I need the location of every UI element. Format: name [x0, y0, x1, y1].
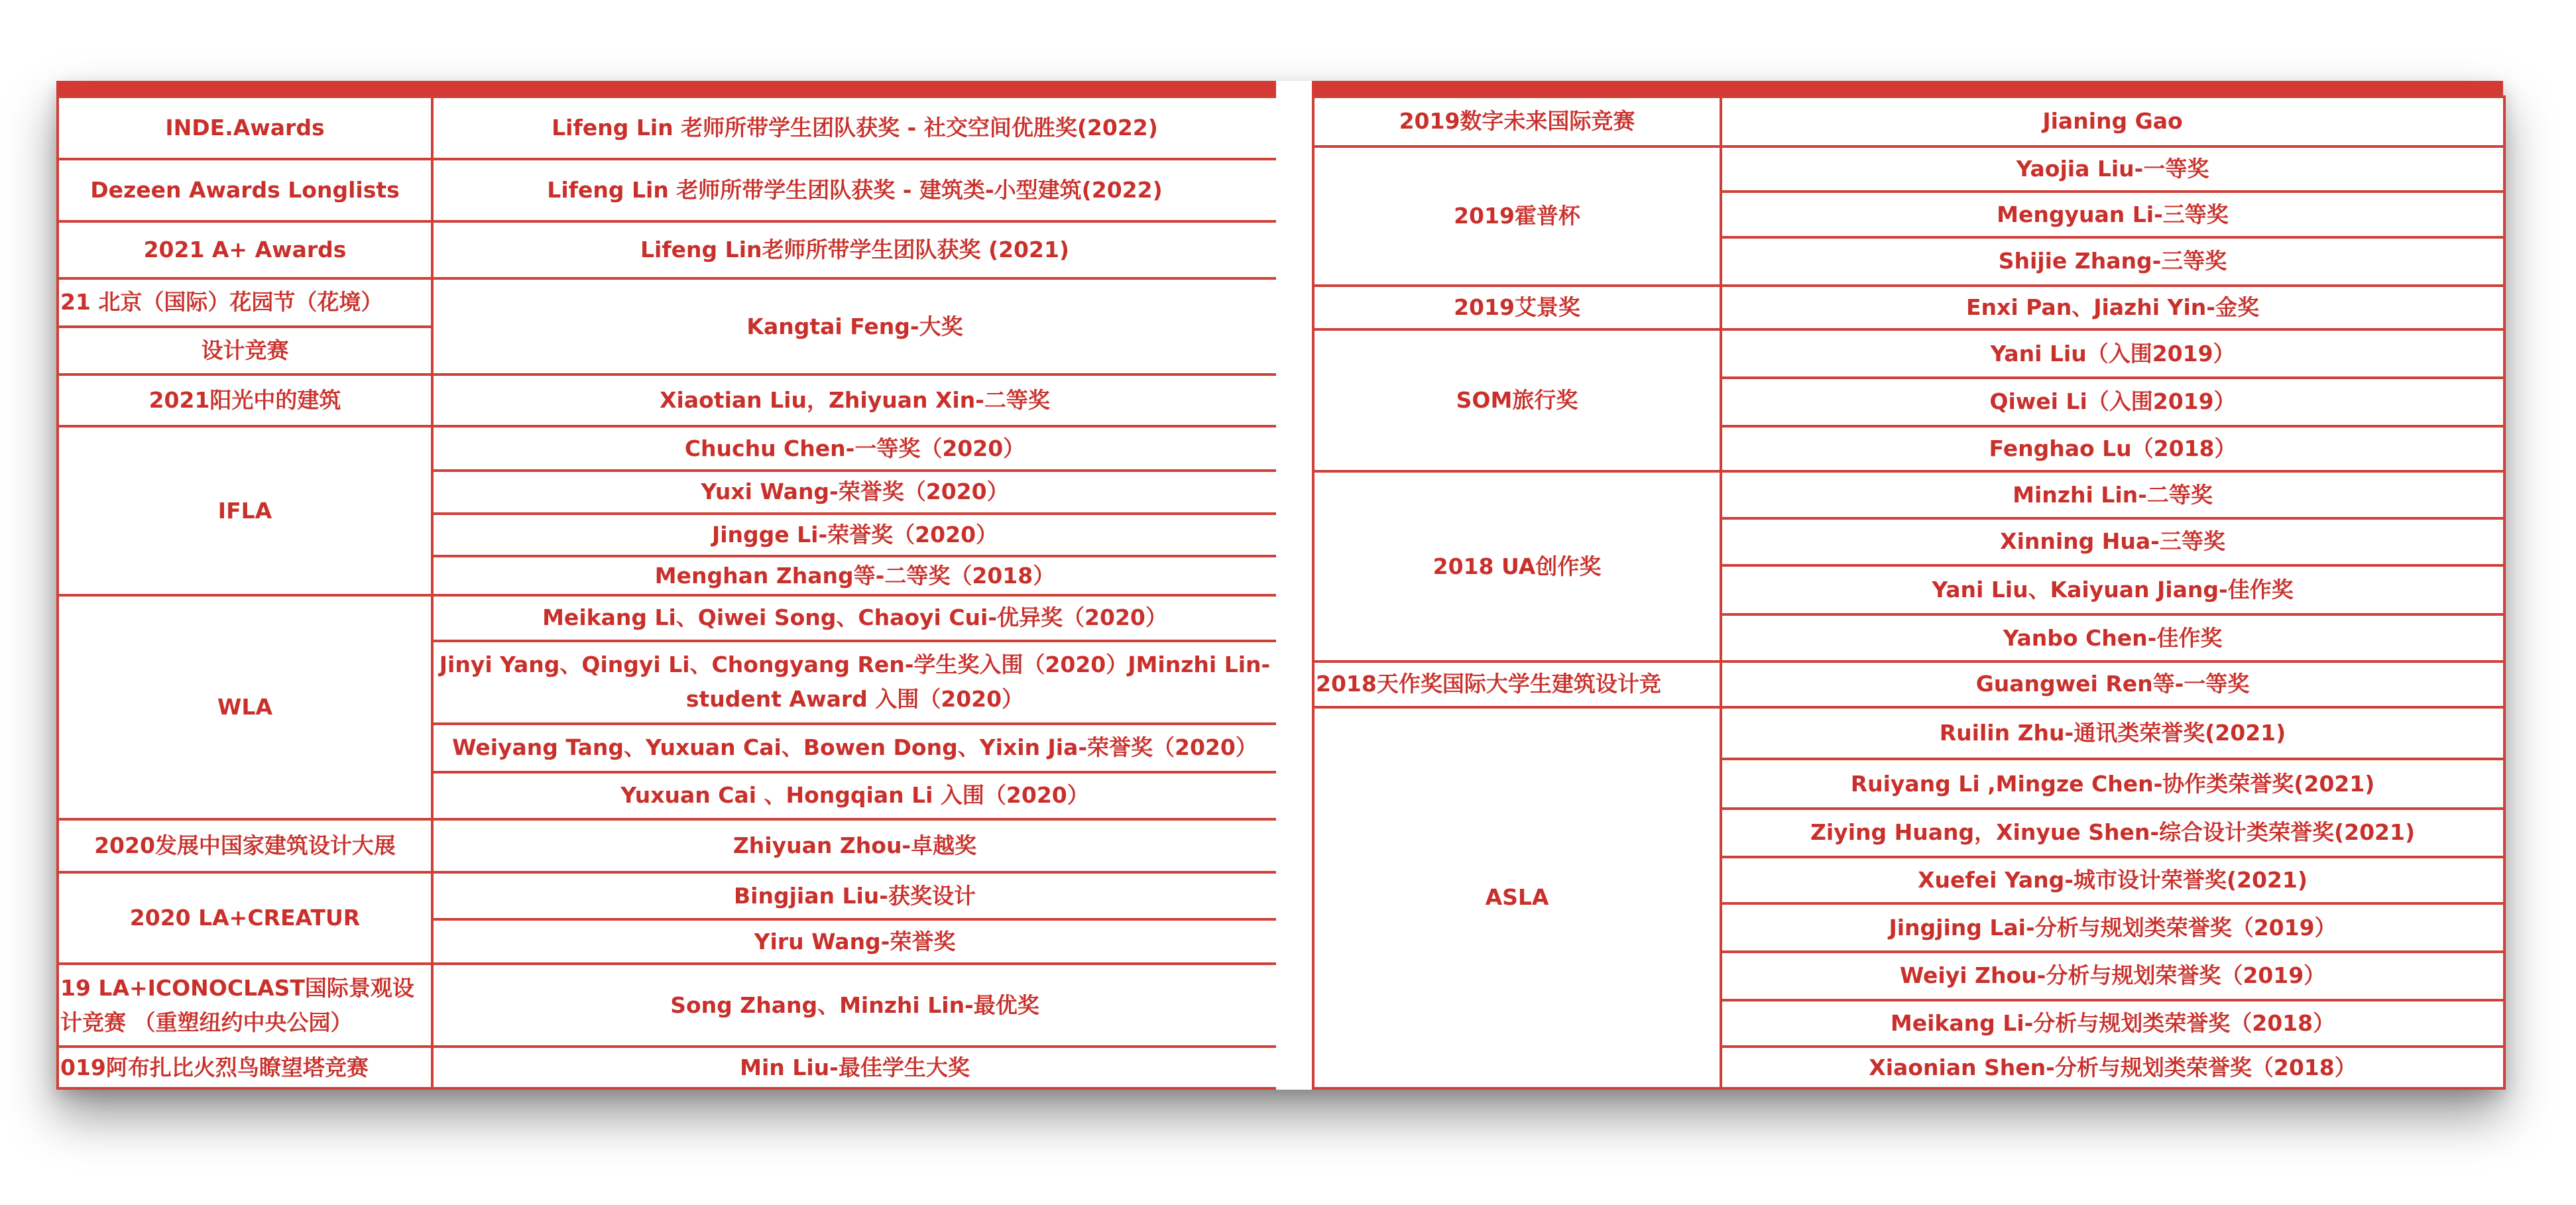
competition-cell: 21 北京（国际）花园节（花境）: [58, 278, 432, 327]
award-cell: Zhiyuan Zhou-卓越奖: [432, 819, 1277, 873]
award-cell: Yani Liu、Kaiyuan Jiang-佳作奖: [1721, 565, 2504, 615]
award-cell: Lifeng Lin 老师所带学生团队获奖 - 社交空间优胜奖(2022): [432, 97, 1277, 159]
competition-cell: 设计竞赛: [58, 327, 432, 375]
competition-cell: 2021 A+ Awards: [58, 221, 432, 278]
award-cell: Meikang Li、Qiwei Song、Chaoyi Cui-优异奖（2020）: [432, 595, 1277, 641]
award-cell: Chuchu Chen-一等奖（2020）: [432, 426, 1277, 471]
competition-cell: ASLA: [1313, 707, 1721, 1088]
table-row: [58, 819, 1277, 873]
left-awards-table: [56, 95, 1279, 1090]
award-cell: Fenghao Lu（2018）: [1721, 426, 2504, 472]
right-awards-table: [1312, 95, 2506, 1090]
award-cell: Qiwei Li（入围2019）: [1721, 378, 2504, 426]
competition-cell: WLA: [58, 595, 432, 819]
award-cell: Ziying Huang，Xinyue Shen-综合设计类荣誉奖(2021): [1721, 809, 2504, 857]
competition-cell: 19 LA+ICONOCLAST国际景观设计竞赛 （重塑纽约中央公园）: [58, 964, 432, 1047]
award-cell: Jingjing Lai-分析与规划类荣誉奖（2019）: [1721, 903, 2504, 952]
award-cell: Yani Liu（入围2019）: [1721, 329, 2504, 378]
award-cell: Bingjian Liu-获奖设计: [432, 872, 1277, 919]
award-cell: Kangtai Feng-大奖: [432, 278, 1277, 375]
award-cell: Xiaotian Liu，Zhiyuan Xin-二等奖: [432, 374, 1277, 426]
table-row: [58, 964, 1277, 1047]
competition-cell: 2020发展中国家建筑设计大展: [58, 819, 432, 873]
award-cell: Guangwei Ren等-一等奖: [1721, 661, 2504, 707]
table-row: [1313, 146, 2504, 192]
table-row: [1313, 329, 2504, 378]
competition-cell: 2018天作奖国际大学生建筑设计竞: [1313, 661, 1721, 707]
competition-cell: 2019数字未来国际竞赛: [1313, 97, 1721, 146]
award-cell: Jingge Li-荣誉奖（2020）: [432, 514, 1277, 557]
award-cell: Xiaonian Shen-分析与规划类荣誉奖（2018）: [1721, 1047, 2504, 1088]
table-row: [1313, 707, 2504, 760]
award-cell: Ruilin Zhu-通讯类荣誉奖(2021): [1721, 707, 2504, 760]
competition-cell: 2018 UA创作奖: [1313, 471, 1721, 661]
table-row: [58, 595, 1277, 641]
table-row: [58, 872, 1277, 919]
award-cell: Menghan Zhang等-二等奖（2018）: [432, 556, 1277, 595]
table-row: [1313, 286, 2504, 330]
competition-cell: INDE.Awards: [58, 97, 432, 159]
competition-cell: 019阿布扎比火烈鸟瞭望塔竞赛: [58, 1047, 432, 1088]
award-cell: Yanbo Chen-佳作奖: [1721, 614, 2504, 661]
competition-cell: 2021阳光中的建筑: [58, 374, 432, 426]
awards-sheet: [56, 81, 2503, 1090]
award-cell: Weiyang Tang、Yuxuan Cai、Bowen Dong、Yixin Jia-荣誉奖（2020）: [432, 724, 1277, 772]
award-cell: Xinning Hua-三等奖: [1721, 518, 2504, 565]
award-cell: Shijie Zhang-三等奖: [1721, 237, 2504, 286]
award-cell: Yuxi Wang-荣誉奖（2020）: [432, 471, 1277, 514]
table-row: [58, 221, 1277, 278]
award-cell: Xuefei Yang-城市设计荣誉奖(2021): [1721, 857, 2504, 904]
table-row: [58, 1047, 1277, 1088]
award-cell: Yuxuan Cai 、Hongqian Li 入围（2020）: [432, 772, 1277, 819]
award-cell: Meikang Li-分析与规划类荣誉奖（2018）: [1721, 1000, 2504, 1047]
table-row: [58, 374, 1277, 426]
table-row: [58, 159, 1277, 221]
table-row: [58, 97, 1277, 159]
competition-cell: Dezeen Awards Longlists: [58, 159, 432, 221]
award-cell: Ruiyang Li ,Mingze Chen-协作类荣誉奖(2021): [1721, 759, 2504, 809]
table-row: [1313, 661, 2504, 707]
competition-cell: SOM旅行奖: [1313, 329, 1721, 471]
award-cell: Yaojia Liu-一等奖: [1721, 146, 2504, 192]
table-row: [58, 426, 1277, 471]
competition-cell: IFLA: [58, 426, 432, 595]
award-cell: Mengyuan Li-三等奖: [1721, 192, 2504, 237]
award-cell: Jianing Gao: [1721, 97, 2504, 146]
award-cell: Song Zhang、Minzhi Lin-最优奖: [432, 964, 1277, 1047]
award-cell: Yiru Wang-荣誉奖: [432, 919, 1277, 964]
table-gap: [1276, 81, 1312, 1090]
competition-cell: 2019霍普杯: [1313, 146, 1721, 286]
table-row: [1313, 471, 2504, 518]
award-cell: Minzhi Lin-二等奖: [1721, 471, 2504, 518]
table-row: [1313, 97, 2504, 146]
award-cell: Enxi Pan、Jiazhi Yin-金奖: [1721, 286, 2504, 330]
competition-cell: 2019艾景奖: [1313, 286, 1721, 330]
table-row: [58, 278, 1277, 327]
award-cell: Lifeng Lin 老师所带学生团队获奖 - 建筑类-小型建筑(2022): [432, 159, 1277, 221]
award-cell: Lifeng Lin老师所带学生团队获奖 (2021): [432, 221, 1277, 278]
award-cell: Min Liu-最佳学生大奖: [432, 1047, 1277, 1088]
award-cell: Jinyi Yang、Qingyi Li、Chongyang Ren-学生奖入围（2020）JMinzhi Lin-student Award 入围（2020）: [432, 641, 1277, 724]
award-cell: Weiyi Zhou-分析与规划荣誉奖（2019）: [1721, 952, 2504, 1000]
competition-cell: 2020 LA+CREATUR: [58, 872, 432, 963]
